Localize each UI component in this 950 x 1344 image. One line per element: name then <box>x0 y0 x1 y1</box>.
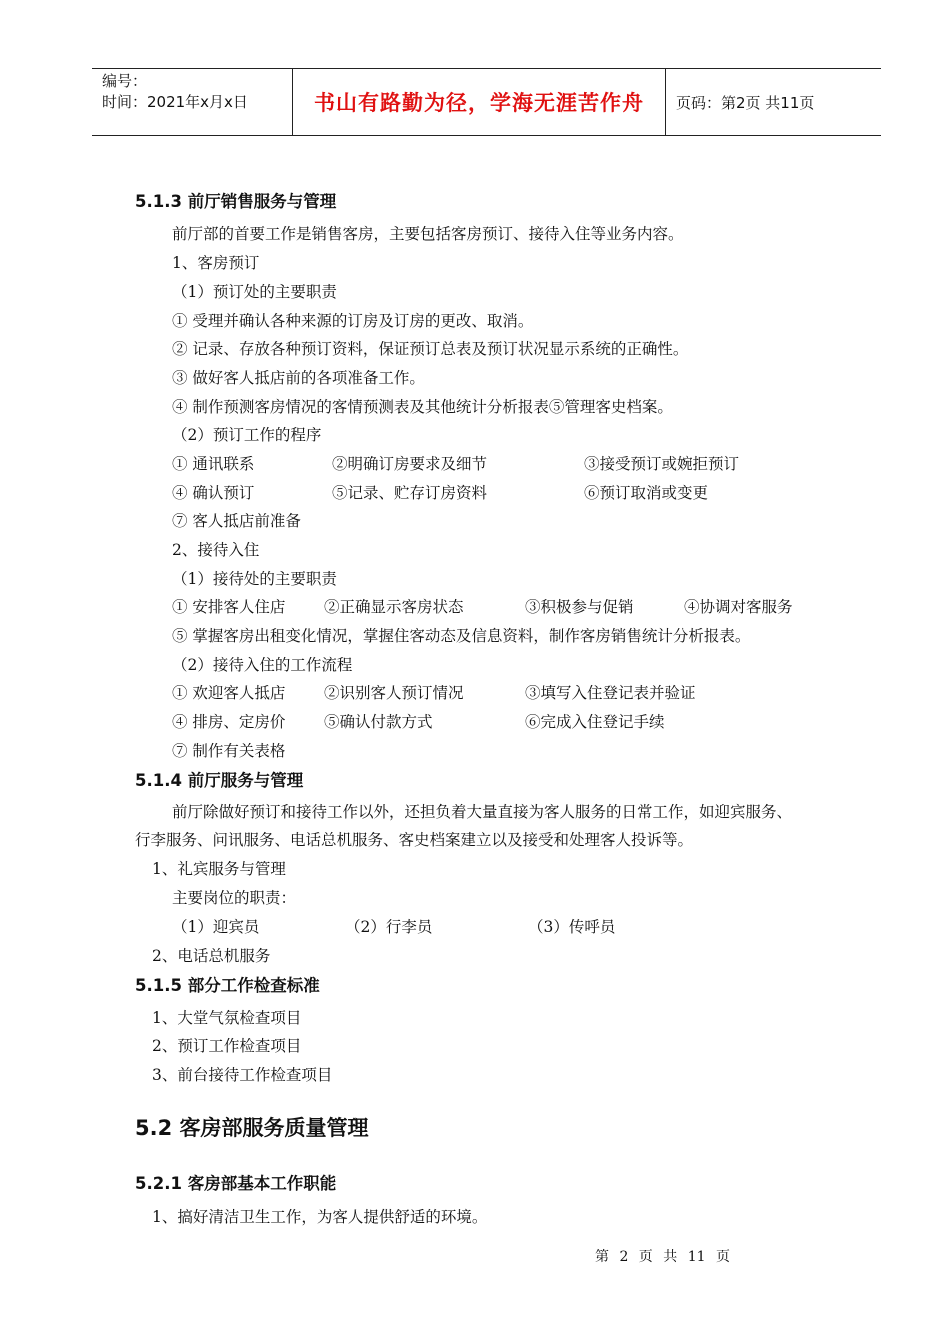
list-item: 3、前台接待工作检查项目 <box>152 1066 333 1084</box>
list-item: （2）行李员 <box>345 918 433 936</box>
list-item: ⑤记录、贮存订房资料 <box>332 484 488 502</box>
subheading: 1、礼宾服务与管理 <box>152 860 286 878</box>
list-item: ④ 确认预订 <box>172 484 255 502</box>
header-meta-cell <box>92 69 293 135</box>
list-item: ① 通讯联系 <box>172 455 255 473</box>
subheading: 1、客房预订 <box>172 254 260 272</box>
subheading: （1）预订处的主要职责 <box>172 283 337 301</box>
section-5-1-5-title: 5.1.5 部分工作检查标准 <box>135 976 320 995</box>
header-page-label: 页码：第2页 共11页 <box>676 93 815 112</box>
section-5-2-title: 5.2 客房部服务质量管理 <box>135 1116 369 1140</box>
paragraph: 主要岗位的职责： <box>172 889 297 907</box>
list-item: ⑥完成入住登记手续 <box>525 713 665 731</box>
list-item: ③积极参与促销 <box>525 598 634 616</box>
header-motto: 书山有路勤为径，学海无涯苦作舟 <box>293 69 666 135</box>
list-item: ② 记录、存放各种预订资料，保证预订总表及预订状况显示系统的正确性。 <box>172 340 689 358</box>
section-5-1-4-title: 5.1.4 前厅服务与管理 <box>135 771 304 790</box>
list-item: ⑤ 掌握客房出租变化情况，掌握住客动态及信息资料，制作客房销售统计分析报表。 <box>172 627 751 645</box>
paragraph: 前厅除做好预订和接待工作以外，还担负着大量直接为客人服务的日常工作，如迎宾服务、 <box>172 803 793 821</box>
list-item: ① 受理并确认各种来源的订房及订房的更改、取消。 <box>172 312 534 330</box>
subheading: 2、接待入住 <box>172 541 260 559</box>
section-5-2-1-title: 5.2.1 客房部基本工作职能 <box>135 1174 337 1193</box>
page-footer: 第 2 页 共 11 页 <box>595 1249 730 1265</box>
list-item: ① 安排客人住店 <box>172 598 286 616</box>
list-item: ⑥预订取消或变更 <box>584 484 709 502</box>
list-item: 1、大堂气氛检查项目 <box>152 1009 302 1027</box>
subheading: （2）接待入住的工作流程 <box>172 656 353 674</box>
list-item: ③填写入住登记表并验证 <box>525 684 696 702</box>
list-item: ②明确订房要求及细节 <box>332 455 488 473</box>
paragraph: 行李服务、问讯服务、电话总机服务、客史档案建立以及接受和处理客人投诉等。 <box>135 831 694 849</box>
section-5-1-3-title: 5.1.3 前厅销售服务与管理 <box>135 192 337 211</box>
list-item: ②正确显示客房状态 <box>324 598 464 616</box>
paragraph: 前厅部的首要工作是销售客房，主要包括客房预订、接待入住等业务内容。 <box>172 225 684 243</box>
list-item: ① 欢迎客人抵店 <box>172 684 286 702</box>
page-header-table <box>92 68 881 136</box>
list-item: （3）传呼员 <box>528 918 616 936</box>
subheading: （2）预订工作的程序 <box>172 426 322 444</box>
list-item: 1、搞好清洁卫生工作，为客人提供舒适的环境。 <box>152 1208 488 1226</box>
list-item: ②识别客人预订情况 <box>324 684 464 702</box>
list-item: ④ 制作预测客房情况的客情预测表及其他统计分析报表⑤管理客史档案。 <box>172 398 673 416</box>
list-item: ⑤确认付款方式 <box>324 713 433 731</box>
list-item: ⑦ 客人抵店前准备 <box>172 512 301 530</box>
list-item: ③ 做好客人抵店前的各项准备工作。 <box>172 369 425 387</box>
list-item: ③接受预订或婉拒预订 <box>584 455 740 473</box>
document-date-label: 时间：2021年x月x日 <box>102 93 248 111</box>
document-number-label: 编号： <box>102 72 148 90</box>
list-item: ⑦ 制作有关表格 <box>172 742 286 760</box>
list-item: ④ 排房、定房价 <box>172 713 286 731</box>
list-item: 2、预订工作检查项目 <box>152 1037 302 1055</box>
subheading: （1）接待处的主要职责 <box>172 570 337 588</box>
subheading: 2、电话总机服务 <box>152 947 271 965</box>
list-item: ④协调对客服务 <box>684 598 793 616</box>
list-item: （1）迎宾员 <box>172 918 260 936</box>
